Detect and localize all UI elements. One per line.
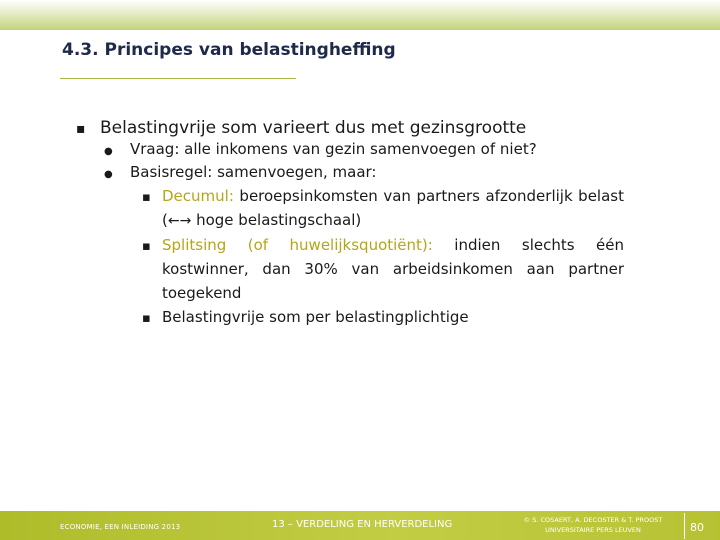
term-decumul: Decumul: xyxy=(162,187,234,205)
page-number: 80 xyxy=(690,521,704,534)
bullet-level3 xyxy=(142,184,636,233)
footer-divider xyxy=(684,513,685,539)
bullet-level3 xyxy=(142,233,636,305)
bullet-level3-text: Belastingvrije som per belastingplichtige xyxy=(162,308,469,326)
square-bullet-icon: ▪ xyxy=(76,121,86,137)
slide-content xyxy=(76,118,636,331)
bullet-level3-text: Splitsing (of huwelijksquotiënt): indien slechts één kostwinner, dan 30% van arbeidsinkomen aan partner toegekend xyxy=(162,236,624,302)
footer-bar xyxy=(0,511,720,540)
square-bullet-icon: ▪ xyxy=(142,239,151,254)
footer-chapter: 13 – VERDELING EN HERVERDELING xyxy=(272,519,453,530)
bullet-level2 xyxy=(104,140,636,161)
term-splitsing: Splitsing (of huwelijksquotiënt): xyxy=(162,236,433,254)
bullet-level2-text: Basisregel: samenvoegen, maar: xyxy=(130,163,377,181)
bullet-level2 xyxy=(104,163,636,184)
bullet-level1 xyxy=(76,118,636,138)
square-bullet-icon: ▪ xyxy=(142,311,151,326)
header-band xyxy=(0,0,720,30)
square-bullet-icon: ▪ xyxy=(142,190,151,205)
bullet-level3-text: Decumul: beroepsinkomsten van partners afzonderlijk belast (←→ hoge belastingschaal) xyxy=(162,187,624,229)
footer-course: ECONOMIE, EEN INLEIDING 2013 xyxy=(60,523,181,531)
slide-title: 4.3. Principes van belastingheffing xyxy=(62,40,396,60)
round-bullet-icon: ● xyxy=(104,146,113,157)
bullet-level2-text: Vraag: alle inkomens van gezin samenvoegen of niet? xyxy=(130,140,537,158)
title-underline xyxy=(60,78,296,79)
double-arrow-icon: ←→ xyxy=(167,213,192,229)
bullet-level1-text: Belastingvrije som varieert dus met gezinsgrootte xyxy=(100,118,527,138)
footer-copyright: © S. COSAERT, A. DECOSTER & T. PROOST UNIVERSITAIRE PERS LEUVEN xyxy=(523,516,663,534)
bullet-level3 xyxy=(142,305,636,331)
round-bullet-icon: ● xyxy=(104,169,113,180)
